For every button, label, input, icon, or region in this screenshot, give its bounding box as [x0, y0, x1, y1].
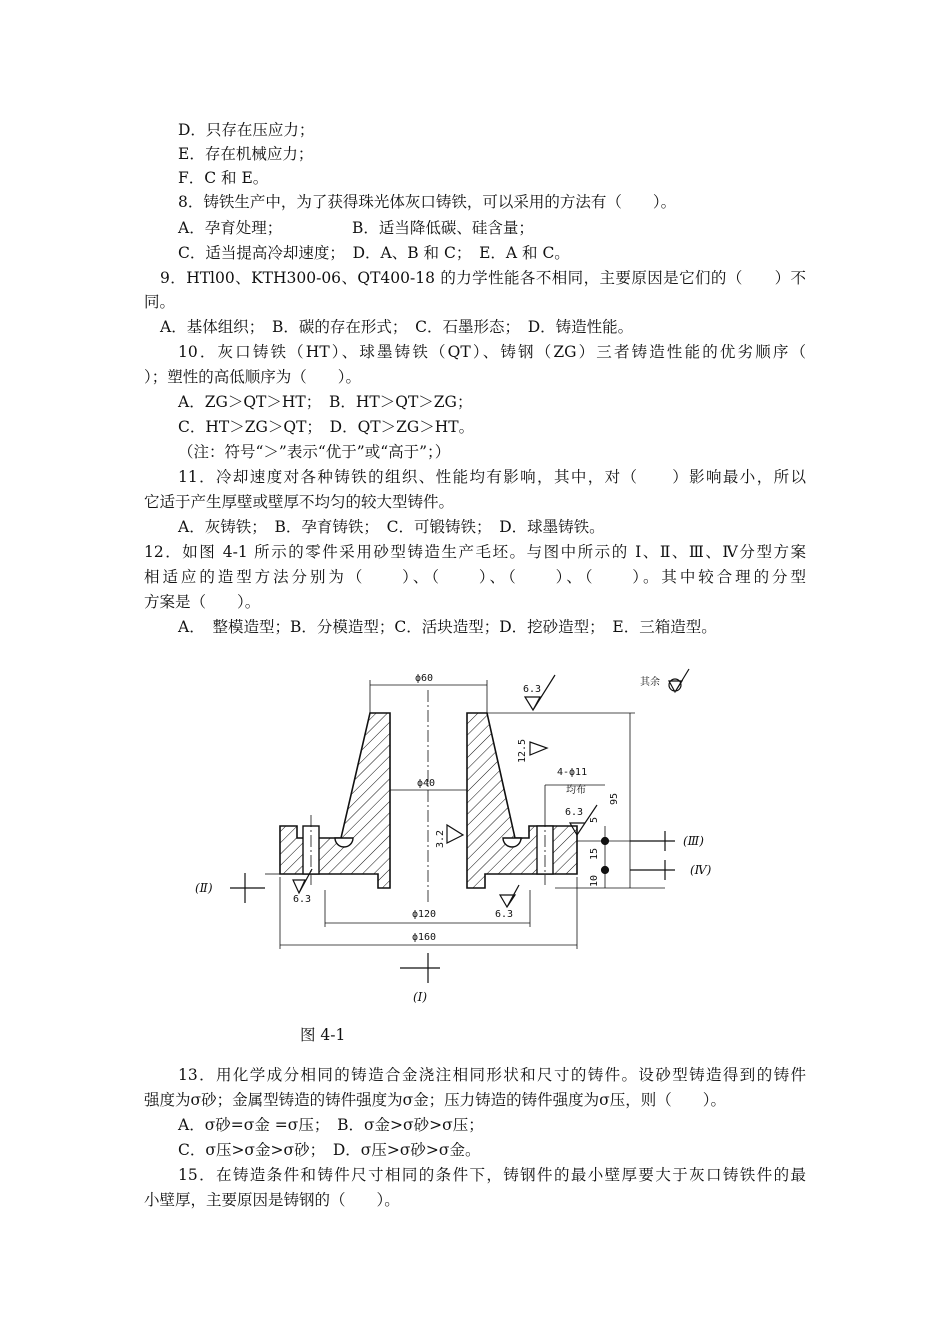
- text-line: A． 整模造型；B．分模造型；C．活块造型；D．挖砂造型； E．三箱造型。: [178, 618, 717, 636]
- text-line: 9．HTl00、KTH300-06、QT400-18 的力学性能各不相同，主要原因是它们的（ ）不: [160, 269, 806, 287]
- figure-caption: 图 4-1: [300, 1026, 346, 1044]
- text-line: A．ZG＞QT＞HT； B．HT＞QT＞ZG；: [178, 393, 473, 411]
- text-line: 强度为σ砂；金属型铸造的铸件强度为σ金；压力铸造的铸件强度为σ压，则（ ）。: [144, 1091, 726, 1109]
- text-line: 13．用化学成分相同的铸造合金浇注相同形状和尺寸的铸件。设砂型铸造得到的铸件: [178, 1066, 806, 1084]
- parting-label-III: (Ⅲ): [683, 834, 704, 848]
- text-line: C．σ压>σ金>σ砂； D．σ压>σ砂>σ金。: [178, 1141, 481, 1159]
- dim-h10: 10: [589, 874, 600, 887]
- text-line: A．孕育处理； B．适当降低碳、硅含量；: [178, 219, 534, 237]
- figure-4-1-drawing: [185, 655, 745, 1010]
- text-line: F．C 和 E。: [178, 169, 269, 187]
- part-section: [280, 713, 577, 888]
- text-line: D．只存在压应力；: [178, 121, 315, 139]
- text-line: 12．如图 4-1 所示的零件采用砂型铸造生产毛坯。与图中所示的 Ⅰ、Ⅱ、Ⅲ、Ⅳ分型方案: [144, 543, 806, 561]
- text-line: 8．铸铁生产中，为了获得珠光体灰口铸铁，可以采用的方法有（ ）。: [178, 193, 677, 211]
- text-line: ）；塑性的高低顺序为（ ）。: [144, 368, 362, 386]
- text-line: A．灰铸铁； B．孕育铸铁； C．可锻铸铁； D．球墨铸铁。: [178, 518, 605, 536]
- roughness-6-3-top: 6.3: [523, 684, 542, 695]
- text-line: 15．在铸造条件和铸件尺寸相同的条件下，铸钢件的最小壁厚要大于灰口铸铁件的最: [178, 1166, 806, 1184]
- parting-label-II: (Ⅱ): [195, 881, 213, 895]
- text-line: 它适于产生厚壁或壁厚不均匀的较大型铸件。: [144, 493, 455, 511]
- parting-label-I: (Ⅰ): [413, 990, 428, 1004]
- text-line: 方案是（ ）。: [144, 593, 261, 611]
- dim-h95: 95: [609, 792, 620, 805]
- roughness-rest-label: 其余: [640, 677, 660, 688]
- text-line: A．基体组织； B．碳的存在形式； C．石墨形态； D．铸造性能。: [160, 318, 634, 336]
- dim-d60: ϕ60: [415, 673, 434, 684]
- text-line: 10．灰口铸铁（HT）、球墨铸铁（QT）、铸钢（ZG）三者铸造性能的优劣顺序（: [178, 343, 806, 361]
- text-line: C．HT＞ZG＞QT； D．QT＞ZG＞HT。: [178, 418, 475, 436]
- text-line: A．σ砂=σ金 =σ压； B．σ金>σ砂>σ压；: [178, 1116, 484, 1134]
- text-line: 同。: [144, 293, 176, 311]
- text-line: C．适当提高冷却速度； D．A、B 和 C； E．A 和 C。: [178, 244, 570, 262]
- text-line: 相适应的造型方法分别为（ ）、（ ）、（ ）、（ ）。其中较合理的分型: [144, 568, 806, 586]
- roughness-3-2: 3.2: [435, 829, 446, 848]
- dim-d160: ϕ160: [412, 932, 437, 943]
- dim-h5: 5: [589, 816, 600, 823]
- dim-holes-note: 均布: [566, 785, 586, 796]
- text-line: 小壁厚，主要原因是铸钢的（ ）。: [144, 1191, 400, 1209]
- roughness-12-5: 12.5: [517, 738, 528, 763]
- text-line: （注：符号“＞”表示“优于”或“高于”；）: [178, 443, 451, 461]
- dim-holes: 4-ϕ11: [557, 767, 588, 778]
- parting-label-IV: (Ⅳ): [690, 863, 712, 877]
- dimension-lines: [265, 680, 665, 949]
- dim-d40: ϕ40: [417, 778, 436, 789]
- roughness-6-3-side: 6.3: [565, 807, 584, 818]
- dim-h15: 15: [589, 847, 600, 860]
- roughness-6-3-bottom: 6.3: [495, 909, 514, 920]
- roughness-6-3-left: 6.3: [293, 894, 312, 905]
- text-line: E．存在机械应力；: [178, 145, 314, 163]
- text-line: 11．冷却速度对各种铸铁的组织、性能均有影响，其中，对（ ）影响最小，所以: [178, 468, 806, 486]
- dim-d120: ϕ120: [412, 909, 437, 920]
